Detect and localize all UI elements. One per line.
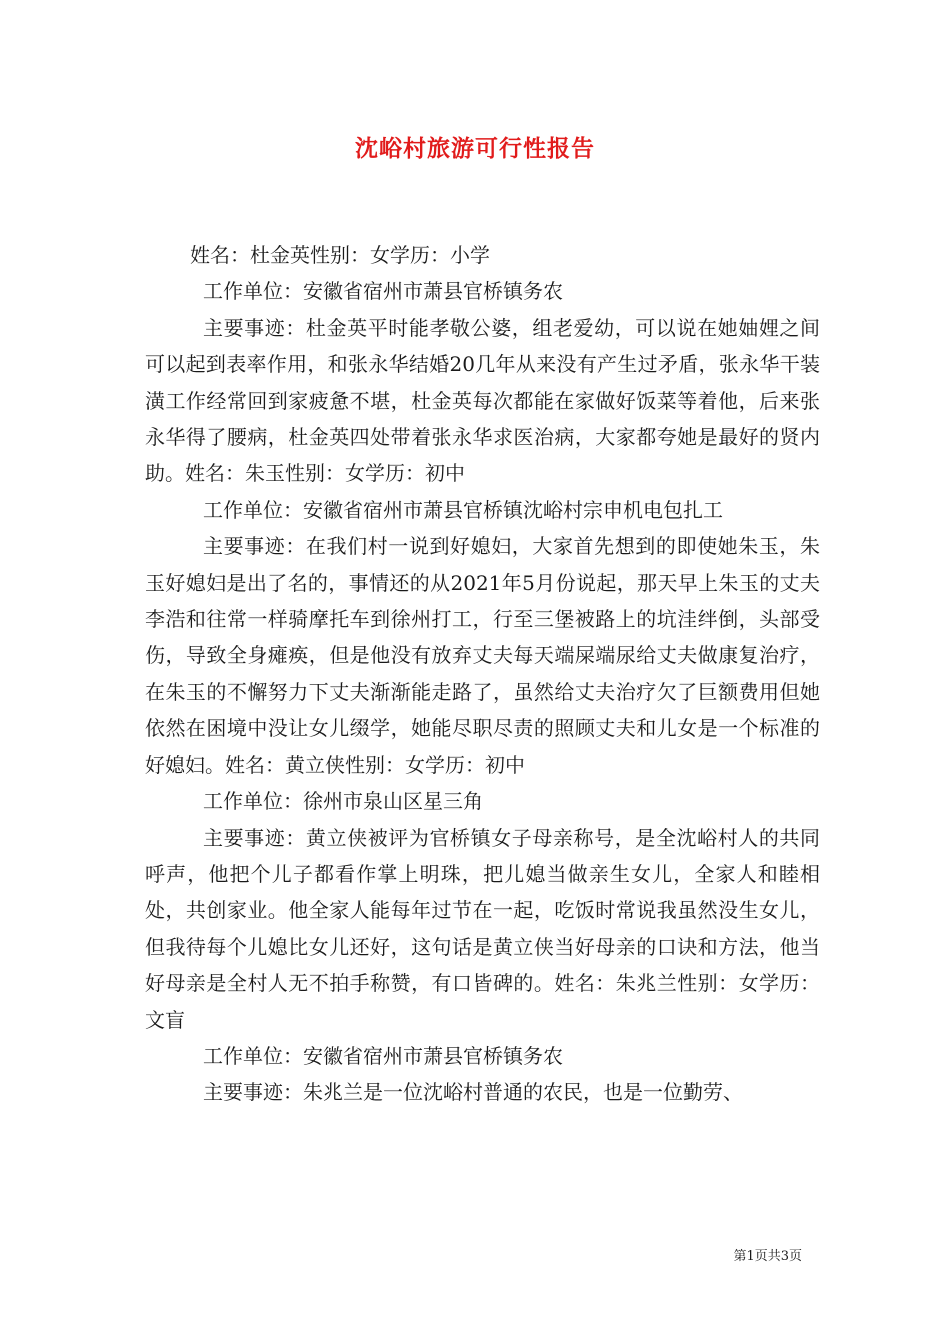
paragraph: 主要事迹：在我们村一说到好媳妇，大家首先想到的即使她朱玉，朱玉好媳妇是出了名的，事情还的从2021年5月份说起，那天早上朱玉的丈夫李浩和往常一样骑摩托车到徐州打工，行至三堡被路上的坑洼绊倒，头部受伤，导致全身瘫痪，但是他没有放弃丈夫每天端屎端尿给丈夫做康复治疗，在朱玉的不懈努力下丈夫渐渐能走路了，虽然给丈夫治疗欠了巨额费用但她依然在困境中没让女儿缀学，她能尽职尽责的照顾丈夫和儿女是一个标准的好媳妇。姓名：黄立侠性别：女学历：初中 xyxy=(145,534,820,777)
paragraph: 工作单位：安徽省宿州市萧县官桥镇务农 xyxy=(203,1043,563,1068)
page-number: 第1页共3页 xyxy=(733,1249,802,1264)
paragraph: 工作单位：安徽省宿州市萧县官桥镇沈峪村宗申机电包扎工 xyxy=(203,497,723,522)
paragraph: 主要事迹：杜金英平时能孝敬公婆，组老爱幼，可以说在她妯娌之间可以起到表率作用，和张永华结婚20几年从来没有产生过矛盾，张永华干装潢工作经常回到家疲惫不堪，杜金英每次都能在家做好饭菜等着他，后来张永华得了腰病，杜金英四处带着张永华求医治病，大家都夸她是最好的贤内助。姓名：朱玉性别：女学历：初中 xyxy=(145,315,820,486)
paragraph: 主要事迹：黄立侠被评为官桥镇女子母亲称号，是全沈峪村人的共同呼声，他把个儿子都看作掌上明珠，把儿媳当做亲生女儿，全家人和睦相处，共创家业。他全家人能每年过节在一起，吃饭时常说我虽然没生女儿，但我待每个儿媳比女儿还好，这句话是黄立侠当好母亲的口诀和方法，他当好母亲是全村人无不拍手称赞，有口皆碑的。姓名：朱兆兰性别：女学历：文盲 xyxy=(145,825,820,1032)
paragraph: 姓名：杜金英性别：女学历：小学 xyxy=(190,243,490,267)
document-title: 沈峪村旅游可行性报告 xyxy=(355,135,595,162)
paragraph: 工作单位：徐州市泉山区星三角 xyxy=(203,789,483,814)
document-body xyxy=(145,237,820,1111)
paragraph: 工作单位：安徽省宿州市萧县官桥镇务农 xyxy=(203,279,563,304)
paragraph: 主要事迹：朱兆兰是一位沈峪村普通的农民，也是一位勤劳、 xyxy=(203,1080,743,1105)
